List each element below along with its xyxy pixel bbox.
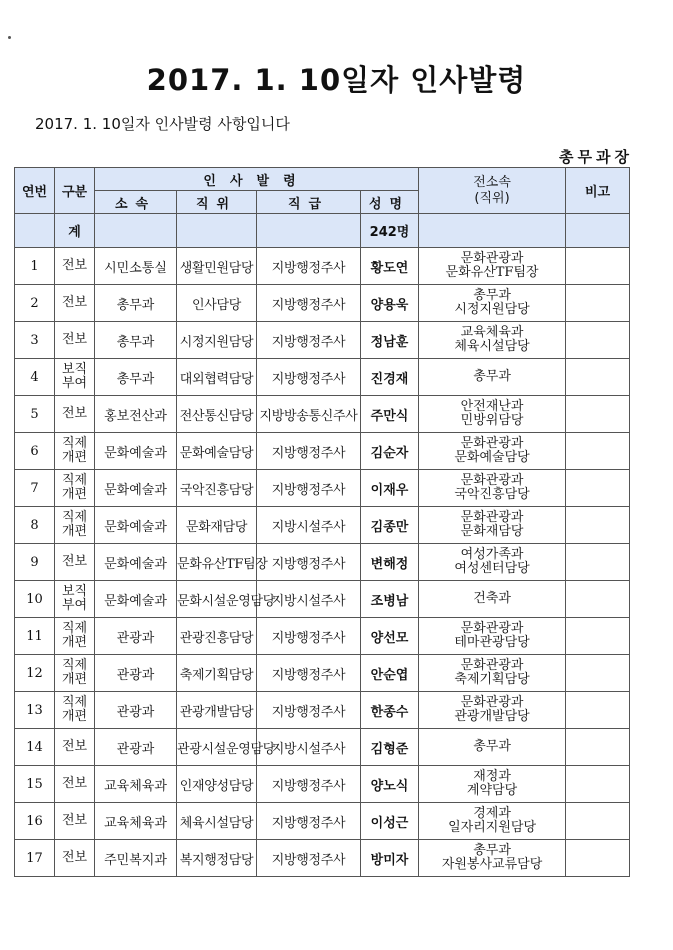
- table-row: [15, 581, 630, 618]
- row-org: 총무과: [95, 359, 177, 396]
- header-name: 성명: [361, 191, 419, 214]
- header-org: 소속: [95, 191, 177, 214]
- row-prev-line: 계약담당: [466, 783, 518, 798]
- row-type: 전보: [55, 803, 95, 840]
- row-type: 직제 개편: [55, 618, 95, 655]
- row-name: 김순자: [361, 433, 419, 470]
- row-org: 관광과: [95, 655, 177, 692]
- row-org: 문화예술과: [95, 544, 177, 581]
- row-prev: [419, 507, 566, 544]
- row-prev-line: 민방위담당: [460, 413, 524, 428]
- row-no: 13: [15, 692, 55, 729]
- row-note: [566, 359, 630, 396]
- row-prev: [419, 618, 566, 655]
- row-note: [566, 803, 630, 840]
- row-prev-line: 경제과: [473, 806, 511, 821]
- row-org: 문화예술과: [95, 507, 177, 544]
- row-grade: 지방행정주사: [257, 618, 361, 655]
- row-position: 복지행정담당: [177, 840, 257, 877]
- row-org: 관광과: [95, 729, 177, 766]
- row-note: [566, 729, 630, 766]
- row-no: 7: [15, 470, 55, 507]
- row-position: 문화유산TF팀장: [177, 544, 257, 581]
- table-row: [15, 692, 630, 729]
- table-row: [15, 322, 630, 359]
- table-row: [15, 729, 630, 766]
- row-position: 체육시설담당: [177, 803, 257, 840]
- row-prev-line: 문화재담당: [460, 524, 524, 539]
- row-note: [566, 655, 630, 692]
- row-type: 전보: [55, 248, 95, 285]
- row-type: 전보: [55, 840, 95, 877]
- row-position: 관광개발담당: [177, 692, 257, 729]
- row-prev: [419, 766, 566, 803]
- row-name: 이성근: [361, 803, 419, 840]
- row-prev-line: 자원봉사교류담당: [441, 857, 543, 872]
- issuer-label: 총무과장: [559, 148, 633, 166]
- row-no: 15: [15, 766, 55, 803]
- row-prev: [419, 655, 566, 692]
- row-prev-line: 총무과: [473, 739, 511, 754]
- row-type: 보직 부여: [55, 581, 95, 618]
- row-name: 양노식: [361, 766, 419, 803]
- table-row: [15, 396, 630, 433]
- row-grade: 지방행정주사: [257, 803, 361, 840]
- row-org: 교육체육과: [95, 803, 177, 840]
- row-prev: [419, 544, 566, 581]
- row-no: 12: [15, 655, 55, 692]
- row-note: [566, 285, 630, 322]
- row-grade: 지방행정주사: [257, 359, 361, 396]
- row-org: 문화예술과: [95, 581, 177, 618]
- row-name: 안순엽: [361, 655, 419, 692]
- row-type: 직제 개편: [55, 433, 95, 470]
- row-position: 축제기획담당: [177, 655, 257, 692]
- row-prev-line: 총무과: [473, 843, 511, 858]
- row-grade: 지방행정주사: [257, 840, 361, 877]
- row-name: 김종만: [361, 507, 419, 544]
- row-org: 관광과: [95, 692, 177, 729]
- row-grade: 지방행정주사: [257, 433, 361, 470]
- row-prev-line: 체육시설담당: [454, 339, 530, 354]
- header-no: 연번: [15, 168, 55, 214]
- row-type: 직제 개편: [55, 692, 95, 729]
- row-name: 이재우: [361, 470, 419, 507]
- row-prev: [419, 470, 566, 507]
- row-no: 5: [15, 396, 55, 433]
- row-type: 보직 부여: [55, 359, 95, 396]
- row-prev: [419, 322, 566, 359]
- row-no: 1: [15, 248, 55, 285]
- row-name: 양용욱: [361, 285, 419, 322]
- row-prev-line: 일자리지원담당: [448, 820, 536, 835]
- row-position: 생활민원담당: [177, 248, 257, 285]
- row-prev-line: 테마관광담당: [454, 635, 530, 650]
- row-no: 11: [15, 618, 55, 655]
- row-note: [566, 840, 630, 877]
- header-appointment: 인사발령: [95, 168, 419, 191]
- row-type: 전보: [55, 285, 95, 322]
- row-grade: 지방시설주사: [257, 581, 361, 618]
- row-position: 시정지원담당: [177, 322, 257, 359]
- row-prev: [419, 692, 566, 729]
- row-no: 3: [15, 322, 55, 359]
- row-name: 황도연: [361, 248, 419, 285]
- row-note: [566, 248, 630, 285]
- row-prev: [419, 840, 566, 877]
- row-grade: 지방행정주사: [257, 248, 361, 285]
- row-position: 문화예술담당: [177, 433, 257, 470]
- row-note: [566, 470, 630, 507]
- row-prev-line: 문화관광과: [460, 621, 524, 636]
- row-note: [566, 766, 630, 803]
- row-position: 관광시설운영담당: [177, 729, 257, 766]
- row-prev-line: 총무과: [473, 369, 511, 384]
- row-position: 관광진흥담당: [177, 618, 257, 655]
- row-prev-line: 국악진흥담당: [454, 487, 530, 502]
- row-prev: [419, 285, 566, 322]
- row-org: 홍보전산과: [95, 396, 177, 433]
- row-note: [566, 692, 630, 729]
- row-name: 김형준: [361, 729, 419, 766]
- total-label: 계: [55, 214, 95, 248]
- table-row: [15, 248, 630, 285]
- row-org: 문화예술과: [95, 470, 177, 507]
- row-prev-line: 문화관광과: [460, 695, 524, 710]
- appointment-table: [14, 167, 630, 877]
- table-row: [15, 359, 630, 396]
- row-prev: [419, 803, 566, 840]
- row-no: 14: [15, 729, 55, 766]
- row-prev-line: 축제기획담당: [454, 672, 530, 687]
- row-grade: 지방행정주사: [257, 766, 361, 803]
- row-prev-line: 시정지원담당: [454, 302, 530, 317]
- row-type: 전보: [55, 544, 95, 581]
- row-name: 양선모: [361, 618, 419, 655]
- row-grade: 지방행정주사: [257, 692, 361, 729]
- row-position: 문화시설운영담당: [177, 581, 257, 618]
- row-prev-line: 문화예술담당: [454, 450, 530, 465]
- row-no: 6: [15, 433, 55, 470]
- row-prev-line: 문화유산TF팀장: [445, 265, 539, 280]
- row-name: 방미자: [361, 840, 419, 877]
- table-row: [15, 433, 630, 470]
- row-grade: 지방시설주사: [257, 729, 361, 766]
- row-no: 9: [15, 544, 55, 581]
- table-row: [15, 507, 630, 544]
- row-prev: [419, 581, 566, 618]
- row-type: 전보: [55, 322, 95, 359]
- row-note: [566, 433, 630, 470]
- row-position: 인사담당: [177, 285, 257, 322]
- row-prev: [419, 248, 566, 285]
- row-position: 국악진흥담당: [177, 470, 257, 507]
- row-org: 총무과: [95, 285, 177, 322]
- row-prev: [419, 396, 566, 433]
- row-prev-line: 여성가족과: [460, 547, 524, 562]
- row-prev-line: 교육체육과: [460, 325, 524, 340]
- row-org: 관광과: [95, 618, 177, 655]
- table-row: [15, 803, 630, 840]
- row-grade: 지방행정주사: [257, 322, 361, 359]
- row-grade: 지방방송통신주사: [257, 396, 361, 433]
- table-row: [15, 766, 630, 803]
- row-position: 문화재담당: [177, 507, 257, 544]
- row-position: 전산통신담당: [177, 396, 257, 433]
- row-note: [566, 396, 630, 433]
- row-type: 직제 개편: [55, 655, 95, 692]
- row-prev-line: 문화관광과: [460, 658, 524, 673]
- row-type: 전보: [55, 766, 95, 803]
- row-prev-line: 건축과: [473, 591, 511, 606]
- row-prev-line: 문화관광과: [460, 436, 524, 451]
- row-grade: 지방행정주사: [257, 285, 361, 322]
- total-count: 242명: [361, 214, 419, 248]
- row-name: 정남훈: [361, 322, 419, 359]
- row-grade: 지방시설주사: [257, 507, 361, 544]
- row-prev-line: 관광개발담당: [454, 709, 530, 724]
- row-org: 시민소통실: [95, 248, 177, 285]
- header-type: 구분: [55, 168, 95, 214]
- header-position: 직위: [177, 191, 257, 214]
- row-prev-line: 총무과: [473, 288, 511, 303]
- row-type: 직제 개편: [55, 507, 95, 544]
- row-org: 총무과: [95, 322, 177, 359]
- row-prev-line: 재정과: [473, 769, 511, 784]
- row-prev: [419, 729, 566, 766]
- row-type: 전보: [55, 729, 95, 766]
- page-title: 2017. 1. 10일자 인사발령: [146, 63, 527, 97]
- row-type: 전보: [55, 396, 95, 433]
- page-subtitle: 2017. 1. 10일자 인사발령 사항입니다: [35, 115, 290, 133]
- row-note: [566, 322, 630, 359]
- scan-speck: [8, 36, 11, 39]
- header-grade: 직급: [257, 191, 361, 214]
- row-prev: [419, 433, 566, 470]
- table-row: [15, 285, 630, 322]
- table-row: [15, 655, 630, 692]
- row-prev: [419, 359, 566, 396]
- row-name: 진경재: [361, 359, 419, 396]
- row-prev-line: 문화관광과: [460, 473, 524, 488]
- row-note: [566, 544, 630, 581]
- row-org: 교육체육과: [95, 766, 177, 803]
- row-no: 16: [15, 803, 55, 840]
- row-position: 인재양성담당: [177, 766, 257, 803]
- header-prev: 전소속 (직위): [419, 168, 566, 214]
- table-row: [15, 470, 630, 507]
- row-prev-line: 여성센터담당: [454, 561, 530, 576]
- row-prev-line: 안전재난과: [460, 399, 524, 414]
- table-row: [15, 618, 630, 655]
- row-grade: 지방행정주사: [257, 544, 361, 581]
- row-prev-line: 문화관광과: [460, 251, 524, 266]
- row-grade: 지방행정주사: [257, 655, 361, 692]
- row-org: 문화예술과: [95, 433, 177, 470]
- row-type: 직제 개편: [55, 470, 95, 507]
- row-no: 10: [15, 581, 55, 618]
- total-row: [15, 214, 630, 248]
- row-note: [566, 618, 630, 655]
- header-note: 비고: [566, 168, 630, 214]
- row-no: 8: [15, 507, 55, 544]
- row-no: 4: [15, 359, 55, 396]
- table-row: [15, 544, 630, 581]
- row-note: [566, 507, 630, 544]
- row-position: 대외협력담당: [177, 359, 257, 396]
- row-name: 주만식: [361, 396, 419, 433]
- row-note: [566, 581, 630, 618]
- row-name: 변해정: [361, 544, 419, 581]
- row-prev-line: 문화관광과: [460, 510, 524, 525]
- row-grade: 지방행정주사: [257, 470, 361, 507]
- row-name: 한종수: [361, 692, 419, 729]
- table-row: [15, 840, 630, 877]
- row-no: 17: [15, 840, 55, 877]
- row-org: 주민복지과: [95, 840, 177, 877]
- row-name: 조병남: [361, 581, 419, 618]
- row-no: 2: [15, 285, 55, 322]
